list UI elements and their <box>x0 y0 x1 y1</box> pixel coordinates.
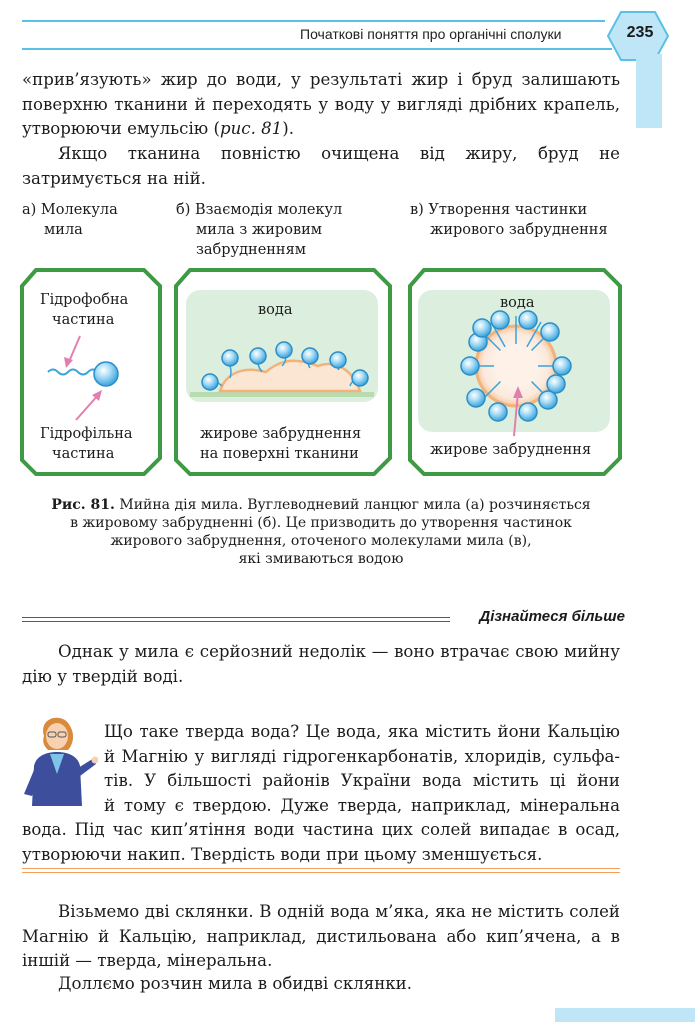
margin-tab <box>636 54 662 128</box>
figure-reference: рис. 81 <box>219 119 283 138</box>
label-fat-surface-2: на поверхні тканини <box>200 446 359 462</box>
panel-c-title: в) Утворення частинки <box>410 202 588 218</box>
panel-a-title-2: мила <box>44 222 83 238</box>
panel-a-title: а) Молекула <box>22 202 118 218</box>
box-line-2: й Магнію у вигляді гідрогенкарбонатів, хлоридів, сульфа- <box>104 746 620 766</box>
header-rule-top <box>22 20 605 22</box>
paragraph-two-glasses: Візьмемо дві склянки. В одній вода м’яка, яка не містить солей Магнію й Кальцію, наприклад, дистильована або кип’ячена, а в іншій — тверда, мінеральна. <box>22 902 620 970</box>
box-continuation: вода. Під час кип’ятіння води частина цих солей випадає в осад, утворюючи накип. Твердість води при цьому зменшується. <box>22 820 620 864</box>
label-fat-surface: жирове забруднення <box>200 426 362 442</box>
label-water-b: вода <box>258 302 293 318</box>
figure-caption: Рис. 81. Мийна дія мила. Вуглеводневий ланцюг мила (а) розчиняється <box>51 497 591 513</box>
footer-tab <box>555 1008 695 1022</box>
label-hydrophilic-2: частина <box>52 446 115 462</box>
box-line-3: тів. У більшості районів України вода містить ці йони <box>104 771 620 790</box>
label-water-c: вода <box>500 295 535 311</box>
figure-caption-line-3: жирового забруднення, оточеного молекулами мила (в), <box>110 533 532 549</box>
teacher-illustration <box>18 710 98 808</box>
running-header-title: Початкові поняття про органічні сполуки <box>300 26 562 42</box>
paragraph-add-soap: Доллємо розчин мила в обидві склянки. <box>58 974 412 993</box>
figure-caption-line-2: в жировому забрудненні (б). Це призводить до утворення частинок <box>70 515 572 531</box>
droplet-core <box>494 344 538 388</box>
header-rule-bottom <box>22 48 612 50</box>
learn-more-end-rule <box>22 868 620 873</box>
label-hydrophobic-2: частина <box>52 312 115 328</box>
caption-label: Рис. 81. <box>51 497 115 513</box>
paragraph-clean-fabric: Якщо тканина повністю очищена від жиру, бруд не затримується на ній. <box>22 144 620 188</box>
panel-b-title: б) Взаємодія молекул <box>176 202 343 218</box>
figure-caption-line-4: які змиваються водою <box>238 551 404 567</box>
box-line-4: й тому є твердою. Дуже тверда, наприклад, мінеральна <box>104 795 620 815</box>
label-hydrophobic: Гідрофобна <box>40 292 129 308</box>
paragraph-soap-drawback: Однак у мила є серйозний недолік — воно втрачає свою мийну дію у твердій воді. <box>22 642 620 686</box>
panel-b-title-3: забрудненням <box>196 242 307 258</box>
learn-more-title: Дізнайтеся більше <box>479 608 625 625</box>
box-line-1: Що таке тверда вода? Це вода, яка містить йони Кальцію <box>104 722 620 741</box>
page-number: 235 <box>626 24 654 41</box>
learn-more-rule <box>22 617 450 622</box>
label-fat-droplet: жирове забруднення <box>430 442 592 458</box>
label-hydrophilic: Гідрофільна <box>40 426 133 442</box>
panel-c-title-2: жирового забруднення <box>430 222 608 238</box>
paragraph-emulsion: «прив’язують» жир до води, у результаті жир і бруд залишають поверхню тканини й переходять у воду у вигляді дрібних крапель, утворюючи емульсію (рис. 81). <box>22 70 620 138</box>
hard-water-box <box>104 720 620 818</box>
panel-b-title-2: мила з жировим <box>196 222 323 238</box>
